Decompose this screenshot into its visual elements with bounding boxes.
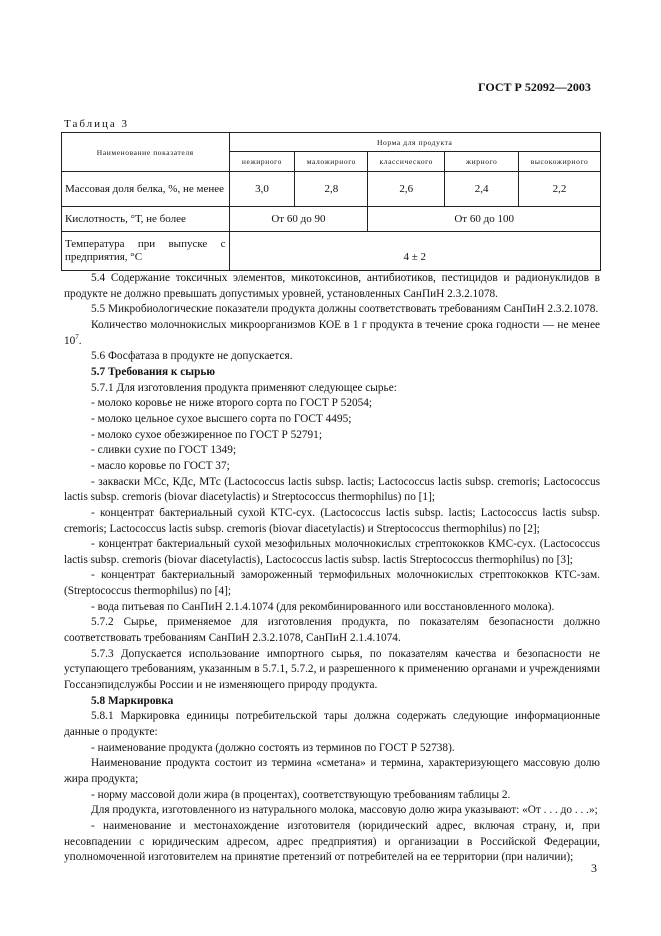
column-header: высокожирного <box>519 152 601 172</box>
body-text <box>64 271 600 866</box>
column-header: нежирного <box>229 152 295 172</box>
header-norm: Норма для продукта <box>229 133 600 152</box>
paragraph-text: Количество молочнокислых микроорганизмов КОЕ в 1 г продукта в течение срока годности — не менее 10 <box>64 318 600 347</box>
cell-value: 2,8 <box>295 172 368 207</box>
list-item: - закваски МСс, КДс, МТс (Lactococcus lactis subsp. lactis; Lactococcus lactis subsp. cremoris; Lactococcus lactis subsp. cremoris (biovar diacetylactis) и Streptococcus thermophilus) по [1]; <box>64 475 600 504</box>
paragraph: 5.7.3 Допускается использование импортного сырья, по показателям качества и безопасности не уступающего требованиям, указанным в 5.7.1, 5.7.2, и разрешенного к применению органами и учреждениями Госсанэпидслужбы России и не изменяющего природу продукта. <box>64 647 600 692</box>
row-name: Кислотность, °Т, не более <box>62 207 230 232</box>
list-item: - молоко коровье не ниже второго сорта по ГОСТ Р 52054; <box>91 397 373 410</box>
table-3 <box>61 132 601 271</box>
list-item: - норму массовой доли жира (в процентах), соответствующую требованиям таблицы 2. <box>91 788 511 801</box>
paragraph: 5.8.1 Маркировка единицы потребительской тары должна содержать следующие информационные данные о продукте: <box>64 710 600 739</box>
paragraph: Для продукта, изготовленного из натурального молока, массовую долю жира указывают: «От . . . до . . .»; <box>91 804 598 817</box>
list-item: - наименование продукта (должно состоять из терминов по ГОСТ Р 52738). <box>91 741 455 754</box>
paragraph <box>64 318 600 349</box>
list-item: - концентрат бактериальный сухой мезофильных молочнокислых стрептококков КМС-сух. (Lactococcus lactis subsp. cremoris (biovar diacetylactis), Lactococcus lactis subsp. lactis Streptococcus thermophilus) по [3]; <box>64 538 600 566</box>
cell-value: 2,4 <box>445 172 519 207</box>
table-row <box>62 172 601 207</box>
list-item: - молоко сухое обезжиренное по ГОСТ Р 52791; <box>91 428 322 441</box>
list-item: - вода питьевая по СанПиН 2.1.4.1074 (для рекомбинированного или восстановленного молока). <box>91 600 555 613</box>
paragraph: 5.6 Фосфатаза в продукте не допускается. <box>91 350 293 363</box>
page-number: 3 <box>591 861 597 875</box>
cell-value: 2,6 <box>368 172 445 207</box>
column-header: жирного <box>445 152 519 172</box>
section-heading: 5.8 Маркировка <box>91 694 174 707</box>
paragraph: 5.7.2 Сырье, применяемое для изготовления продукта, по показателям безопасности должно соответствовать требованиям СанПиН 2.3.2.1078, СанПиН 2.1.4.1074. <box>64 616 600 645</box>
cell-value: 2,2 <box>519 172 601 207</box>
list-item: - наименование и местонахождение изготовителя (юридический адрес, включая страну, и, при несовпадении с юридическим адресом, адрес предприятия) и организации в Российской Федерации, уполномоченной изготовителем на принятие претензий от потребителей на ее территории (при наличии); <box>64 819 600 864</box>
list-item: - масло коровье по ГОСТ 37; <box>91 459 230 472</box>
row-name: Массовая доля белка, %, не менее <box>62 172 230 207</box>
list-item: - сливки сухие по ГОСТ 1349; <box>91 444 237 457</box>
paragraph: 5.7.1 Для изготовления продукта применяют следующее сырье: <box>91 381 397 394</box>
paragraph: 5.5 Микробиологические показатели продукта должны соответствовать требованиям СанПиН 2.3.2.1078. <box>91 303 599 316</box>
cell-value: От 60 до 90 <box>229 207 368 232</box>
list-item: - концентрат бактериальный замороженный термофильных молочнокислых стрептококков КТС-зам. (Streptococcus thermophilus) по [4]; <box>64 569 600 598</box>
exponent: 7 <box>75 332 79 341</box>
paragraph: Наименование продукта состоит из термина «сметана» и термина, характеризующего массовую долю жира продукта; <box>64 757 600 785</box>
period: . <box>78 334 82 347</box>
column-header: классического <box>368 152 445 172</box>
table-row <box>62 232 601 271</box>
cell-value: 3,0 <box>229 172 295 207</box>
header-indicator-name: Наименование показателя <box>62 133 230 172</box>
table-caption: Таблица 3 <box>64 118 130 130</box>
column-header: маложирного <box>295 152 368 172</box>
paragraph: 5.4 Содержание токсичных элементов, микотоксинов, антибиотиков, пестицидов и радионуклидов в продукте не должно превышать допустимых уровней, установленных СанПиН 2.3.2.1078. <box>64 272 600 300</box>
table-row <box>62 207 601 232</box>
row-name: Температура при выпуске с предприятия, °С <box>62 232 230 271</box>
cell-value: От 60 до 100 <box>368 207 601 232</box>
list-item: - молоко цельное сухое высшего сорта по ГОСТ 4495; <box>91 412 352 425</box>
list-item: - концентрат бактериальный сухой КТС-сух. (Lactococcus lactis subsp. lactis; Lactococcus lactis subsp. cremoris; Lactococcus lactis subsp. cremoris (biovar diacetylactis) и Streptococcus thermophilus) по [2]; <box>64 506 600 535</box>
section-heading: 5.7 Требования к сырью <box>91 365 215 378</box>
cell-value: 4 ± 2 <box>229 232 600 271</box>
standard-number: ГОСТ Р 52092—2003 <box>478 80 591 94</box>
